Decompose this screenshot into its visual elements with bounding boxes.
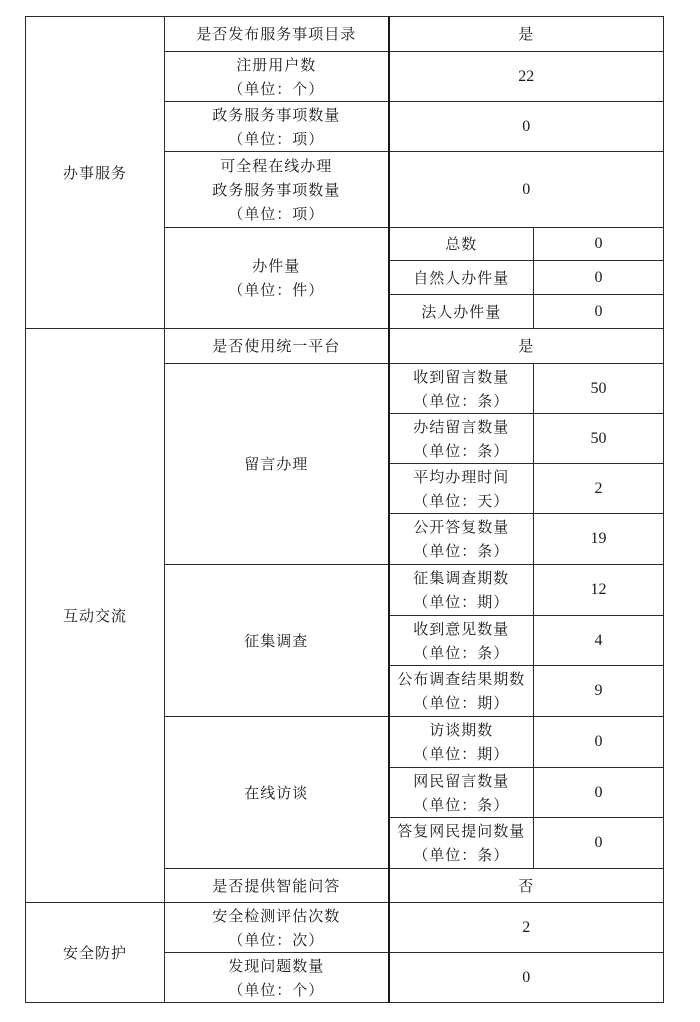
- value-service-items: 0: [389, 102, 664, 152]
- section-interaction: 互动交流: [26, 329, 165, 903]
- value-smart-qa: 否: [389, 869, 664, 903]
- label-security-checks: 安全检测评估次数 （单位：次）: [165, 903, 389, 953]
- label-survey-results: 公布调查结果期数 （单位：期）: [389, 666, 534, 717]
- value-catalog-published: 是: [389, 17, 664, 52]
- value-interview-answers: 0: [534, 818, 664, 869]
- statistics-document: [25, 16, 664, 1003]
- label-msg-avg-time: 平均办理时间 （单位：天）: [389, 464, 534, 514]
- value-msg-public-replies: 19: [534, 514, 664, 565]
- label-surveys: 征集调查: [165, 565, 389, 717]
- label-registered-users: 注册用户数 （单位：个）: [165, 52, 389, 102]
- label-online-items: 可全程在线办理 政务服务事项数量 （单位：项）: [165, 152, 389, 228]
- label-interviews: 在线访谈: [165, 717, 389, 869]
- value-cases-natural: 0: [534, 261, 664, 295]
- label-survey-opinions: 收到意见数量 （单位：条）: [389, 616, 534, 666]
- label-interview-netizen-msgs: 网民留言数量 （单位：条）: [389, 768, 534, 818]
- label-msg-public-replies: 公开答复数量 （单位：条）: [389, 514, 534, 565]
- value-interview-periods: 0: [534, 717, 664, 768]
- value-online-items: 0: [389, 152, 664, 228]
- label-issues-found: 发现问题数量 （单位：个）: [165, 953, 389, 1003]
- table-row: [26, 903, 664, 953]
- label-unified-platform: 是否使用统一平台: [165, 329, 389, 364]
- label-service-items: 政务服务事项数量 （单位：项）: [165, 102, 389, 152]
- value-survey-opinions: 4: [534, 616, 664, 666]
- value-msg-concluded: 50: [534, 414, 664, 464]
- value-registered-users: 22: [389, 52, 664, 102]
- label-catalog-published: 是否发布服务事项目录: [165, 17, 389, 52]
- label-interview-answers: 答复网民提问数量 （单位：条）: [389, 818, 534, 869]
- table-row: [26, 329, 664, 364]
- label-msg-received: 收到留言数量 （单位：条）: [389, 364, 534, 414]
- value-msg-received: 50: [534, 364, 664, 414]
- statistics-table: [25, 16, 664, 1003]
- value-msg-avg-time: 2: [534, 464, 664, 514]
- label-cases-natural: 自然人办件量: [389, 261, 534, 295]
- value-interview-netizen-msgs: 0: [534, 768, 664, 818]
- label-cases: 办件量 （单位：件）: [165, 228, 389, 329]
- label-smart-qa: 是否提供智能问答: [165, 869, 389, 903]
- value-survey-periods: 12: [534, 565, 664, 616]
- label-survey-periods: 征集调查期数 （单位：期）: [389, 565, 534, 616]
- label-cases-legal: 法人办件量: [389, 295, 534, 329]
- value-cases-legal: 0: [534, 295, 664, 329]
- label-messages: 留言办理: [165, 364, 389, 565]
- value-security-checks: 2: [389, 903, 664, 953]
- value-cases-total: 0: [534, 228, 664, 261]
- table-row: [26, 17, 664, 52]
- label-msg-concluded: 办结留言数量 （单位：条）: [389, 414, 534, 464]
- label-cases-total: 总数: [389, 228, 534, 261]
- value-unified-platform: 是: [389, 329, 664, 364]
- value-survey-results: 9: [534, 666, 664, 717]
- value-issues-found: 0: [389, 953, 664, 1003]
- section-security: 安全防护: [26, 903, 165, 1003]
- section-office: 办事服务: [26, 17, 165, 329]
- label-interview-periods: 访谈期数 （单位：期）: [389, 717, 534, 768]
